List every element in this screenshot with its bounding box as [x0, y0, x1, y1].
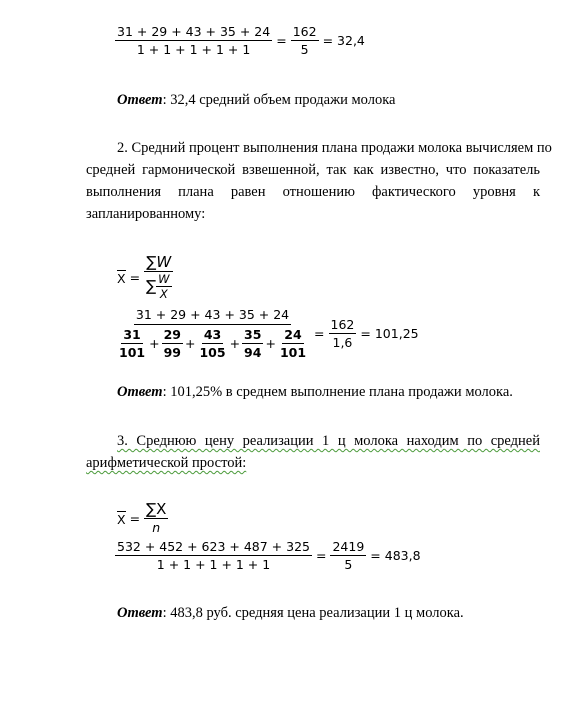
formula-result: 32,4 [337, 33, 365, 48]
equals-sign: = [276, 33, 287, 48]
term-denominator: 101 [279, 345, 307, 360]
answer-text: : 32,4 средний объем продажи молока [162, 92, 396, 108]
term-denominator: 101 [119, 345, 146, 360]
term-fraction [242, 327, 263, 360]
paragraph-line: 3. Среднюю цену реализации 1 ц молока находим по средней [117, 433, 540, 449]
term-denominator: 105 [199, 345, 226, 360]
fraction-numerator: 162 [292, 24, 317, 39]
fraction-main [115, 307, 310, 360]
fraction-result [329, 317, 357, 350]
term-numerator: 31 [123, 327, 141, 342]
fraction-sum [115, 539, 312, 572]
formula-result: 483,8 [384, 548, 421, 563]
fraction-numerator: W [158, 272, 170, 286]
fraction-denominator: X [159, 287, 168, 301]
fraction-result [291, 24, 319, 57]
answer-3 [117, 602, 464, 624]
fraction-numerator: 2419 [332, 539, 365, 554]
equals-sign: = [314, 326, 325, 341]
answer-text: : 483,8 руб. средняя цена реализации 1 ц молока. [162, 605, 464, 621]
term-fraction [117, 327, 147, 360]
formula-harmonic-definition [117, 255, 174, 300]
fraction-denominator: 5 [344, 557, 353, 572]
paragraph-line: запланированному: [86, 206, 206, 222]
fraction-numerator: 31 + 29 + 43 + 35 + 24 [134, 307, 291, 325]
plus-sign: + [229, 336, 241, 351]
fraction-numerator: ∑W [146, 253, 172, 271]
fraction-sum [115, 24, 272, 57]
x-bar-symbol: X [117, 271, 126, 286]
term-numerator: 29 [163, 327, 181, 342]
term-denominator: 94 [244, 345, 262, 360]
sigma-symbol: ∑ [146, 277, 157, 295]
paragraph-line: 2. Средний процент выполнения плана продажи молока вычисляем по [117, 140, 552, 156]
plus-sign: + [149, 336, 160, 351]
fraction-denominator: 1 + 1 + 1 + 1 + 1 [156, 557, 271, 572]
fraction-numerator: 31 + 29 + 43 + 35 + 24 [117, 24, 271, 39]
equals-sign: = [370, 548, 381, 563]
answer-1 [117, 89, 395, 111]
fraction-denominator: 1 + 1 + 1 + 1 + 1 [136, 42, 251, 57]
term-fraction [278, 327, 308, 360]
term-fraction [197, 327, 227, 360]
paragraph-line-text: выполнения плана равен отношению фактического уровня к [86, 184, 540, 200]
formula-mean-volume [115, 24, 365, 57]
formula-result: 101,25 [374, 326, 419, 341]
fraction-numerator: 162 [330, 317, 355, 332]
paragraph-3 [86, 430, 540, 474]
formula-harmonic-calculation [115, 307, 419, 360]
answer-label: Ответ [117, 384, 163, 400]
fraction-result [330, 539, 366, 572]
paragraph-2 [86, 137, 552, 225]
term-denominator: 99 [163, 345, 181, 360]
fraction-numerator: 532 + 452 + 623 + 487 + 325 [117, 539, 310, 554]
term-fraction [162, 327, 183, 360]
equals-sign: = [360, 326, 371, 341]
formula-arithmetic-definition [117, 502, 168, 535]
x-bar-symbol: X [117, 512, 126, 527]
answer-label: Ответ [117, 605, 163, 621]
fraction-denominator: 1,6 [332, 335, 353, 350]
fraction-denominator [144, 272, 173, 300]
paragraph-line-text: арифметической простой: [86, 455, 247, 471]
formula-arithmetic-calculation [115, 539, 421, 572]
fraction-numerator: ∑X [146, 500, 167, 518]
equals-sign: = [129, 270, 141, 285]
answer-text: : 101,25% в среднем выполнение плана продажи молока. [162, 384, 513, 400]
paragraph-line [86, 452, 540, 474]
term-numerator: 24 [284, 327, 302, 342]
equals-sign: = [322, 33, 334, 48]
fraction-denominator: 5 [300, 42, 309, 57]
plus-sign: + [265, 336, 276, 351]
answer-2 [117, 381, 513, 403]
fraction-w-over-x [156, 273, 171, 300]
answer-label: Ответ [117, 92, 163, 108]
fraction-arithmetic [144, 502, 168, 535]
fraction-harmonic [144, 255, 173, 300]
term-numerator: 43 [203, 327, 222, 342]
plus-sign: + [184, 336, 196, 351]
paragraph-line [86, 181, 540, 203]
equals-sign: = [315, 548, 327, 563]
equals-sign: = [129, 511, 141, 526]
paragraph-line: средней гармонической взвешенной, так как известно, что показатель [86, 162, 540, 178]
term-numerator: 35 [244, 327, 262, 342]
fraction-denominator: n [152, 520, 161, 535]
fraction-denominator [115, 325, 310, 360]
